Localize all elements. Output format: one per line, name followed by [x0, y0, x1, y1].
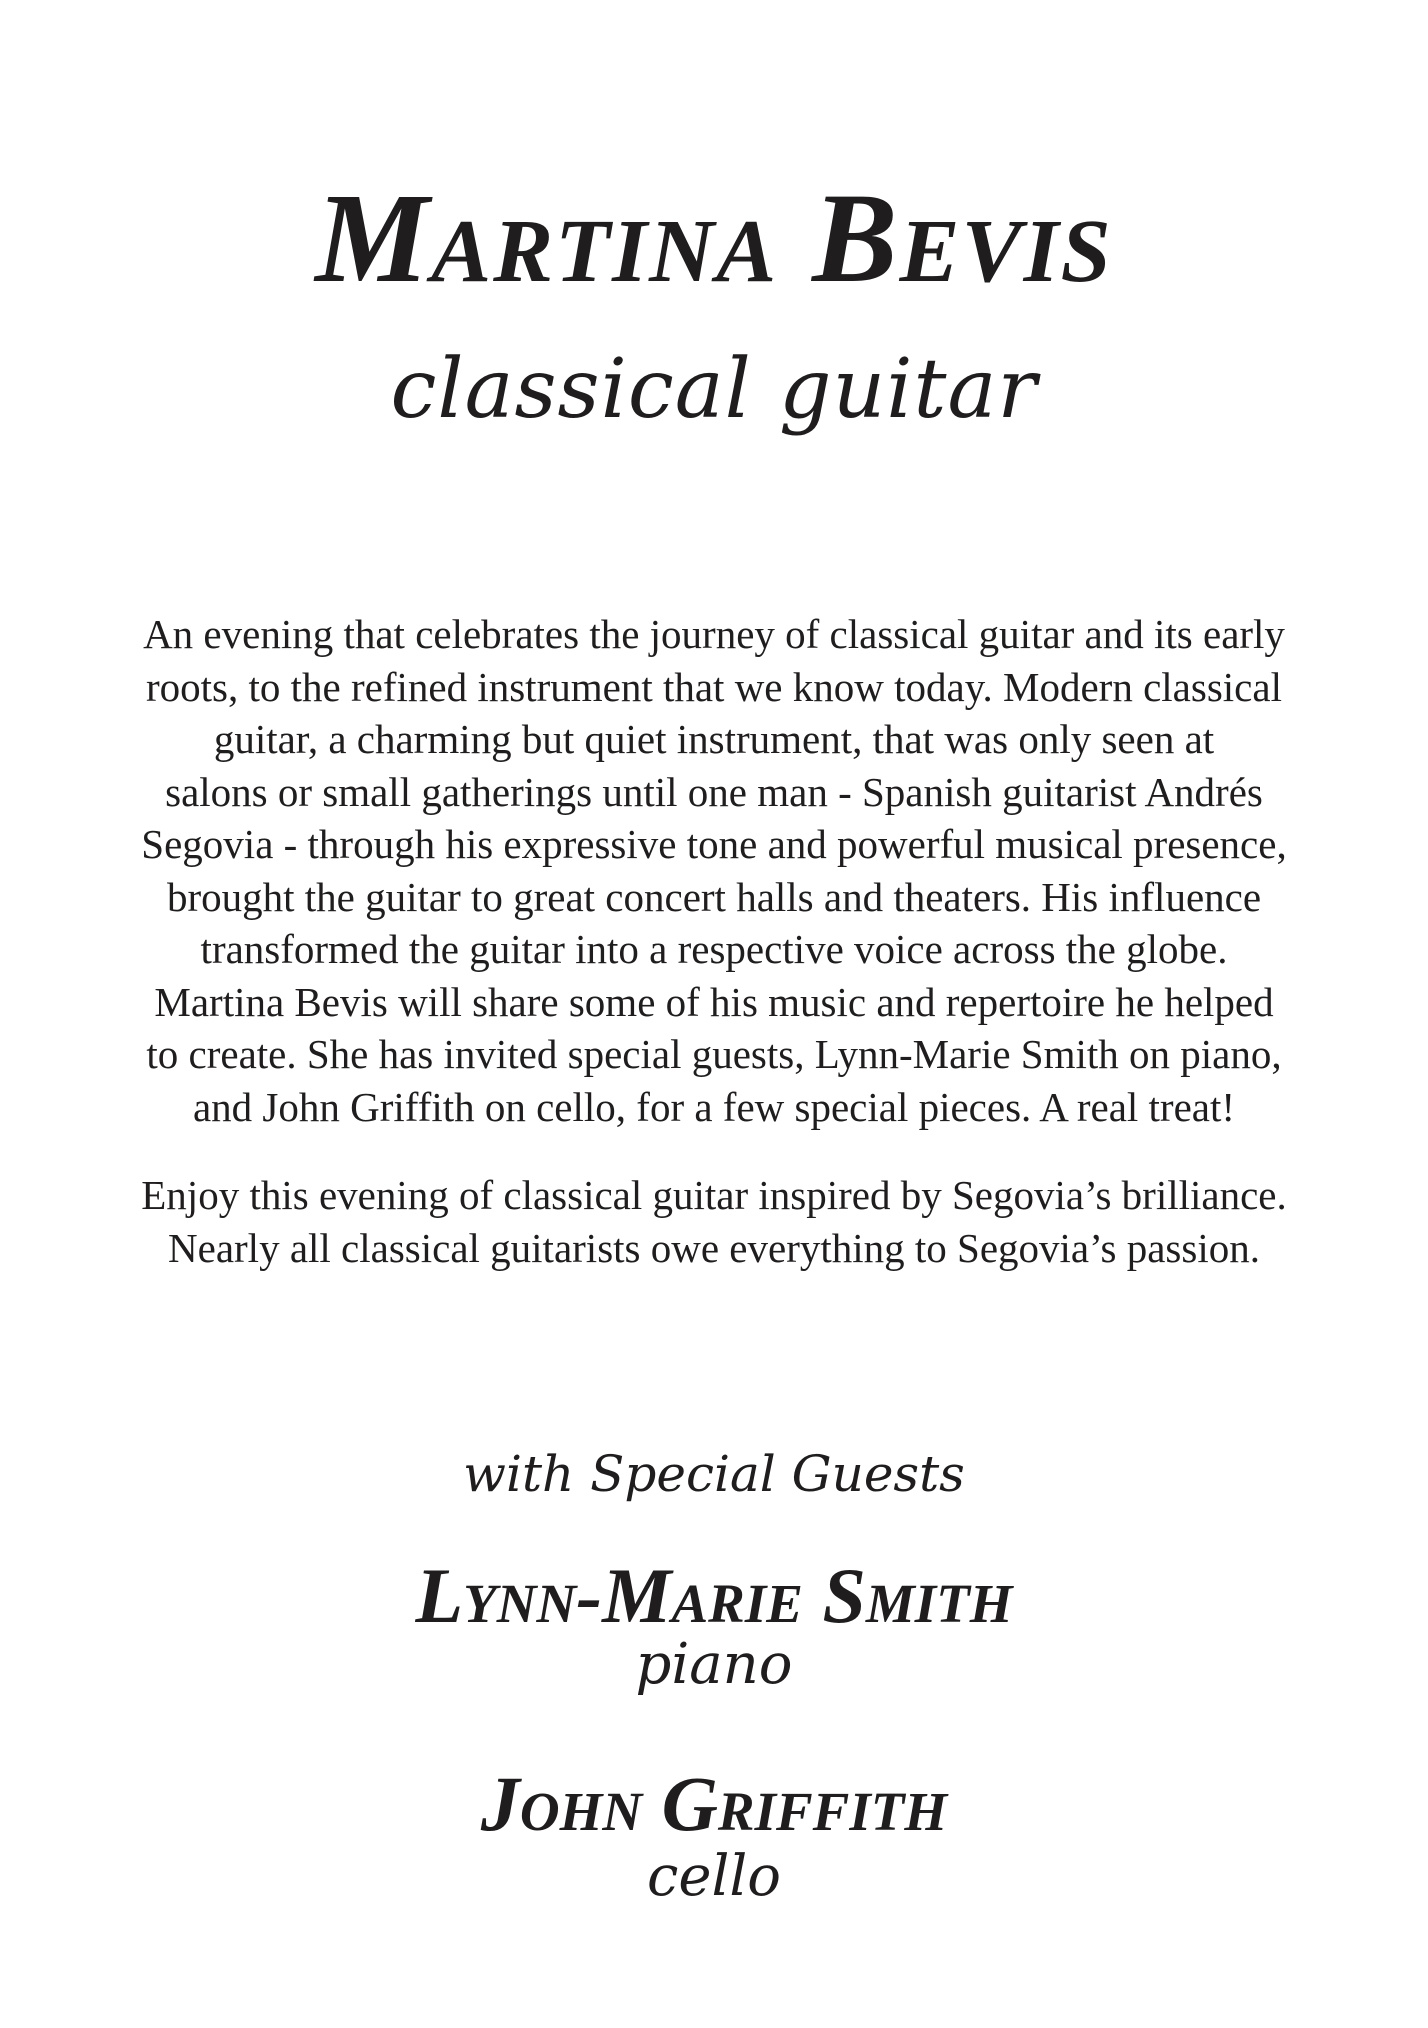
performer-instrument-subtitle: classical guitar: [390, 342, 1038, 437]
description-line: Nearly all classical guitarists owe everything to Segovia’s passion.: [168, 1224, 1260, 1271]
description-line: and John Griffith on cello, for a few special pieces. A real treat!: [192, 1083, 1236, 1130]
description-line: roots, to the refined instrument that we know today. Modern classical: [146, 663, 1282, 710]
description-paragraph-2: [100, 1169, 1328, 1274]
performer-name-title: Martina Bevis: [315, 167, 1113, 309]
guest-name: John Griffith: [480, 1760, 948, 1847]
special-guests-heading: with Special Guests: [463, 1445, 965, 1503]
description-line: brought the guitar to great concert halls and theaters. His influence: [166, 873, 1262, 920]
description-line: to create. She has invited special guests, Lynn-Marie Smith on piano,: [146, 1031, 1282, 1077]
description-line: Martina Bevis will share some of his music and repertoire he helped: [154, 978, 1274, 1025]
description-line: Segovia - through his expressive tone and powerful musical presence,: [141, 821, 1287, 867]
description-paragraph-1: [100, 608, 1328, 1133]
description-line: guitar, a charming but quiet instrument, that was only seen at: [213, 716, 1215, 762]
guest-instrument: cello: [646, 1844, 782, 1909]
description-line: An evening that celebrates the journey of classical guitar and its early: [143, 611, 1285, 657]
guest-instrument: piano: [635, 1632, 793, 1697]
guest-name: Lynn-Marie Smith: [415, 1552, 1013, 1639]
description-line: Enjoy this evening of classical guitar inspired by Segovia’s brilliance.: [141, 1172, 1287, 1218]
description-line: transformed the guitar into a respective voice across the globe.: [200, 926, 1228, 972]
description-line: salons or small gatherings until one man - Spanish guitarist Andrés: [165, 768, 1263, 815]
